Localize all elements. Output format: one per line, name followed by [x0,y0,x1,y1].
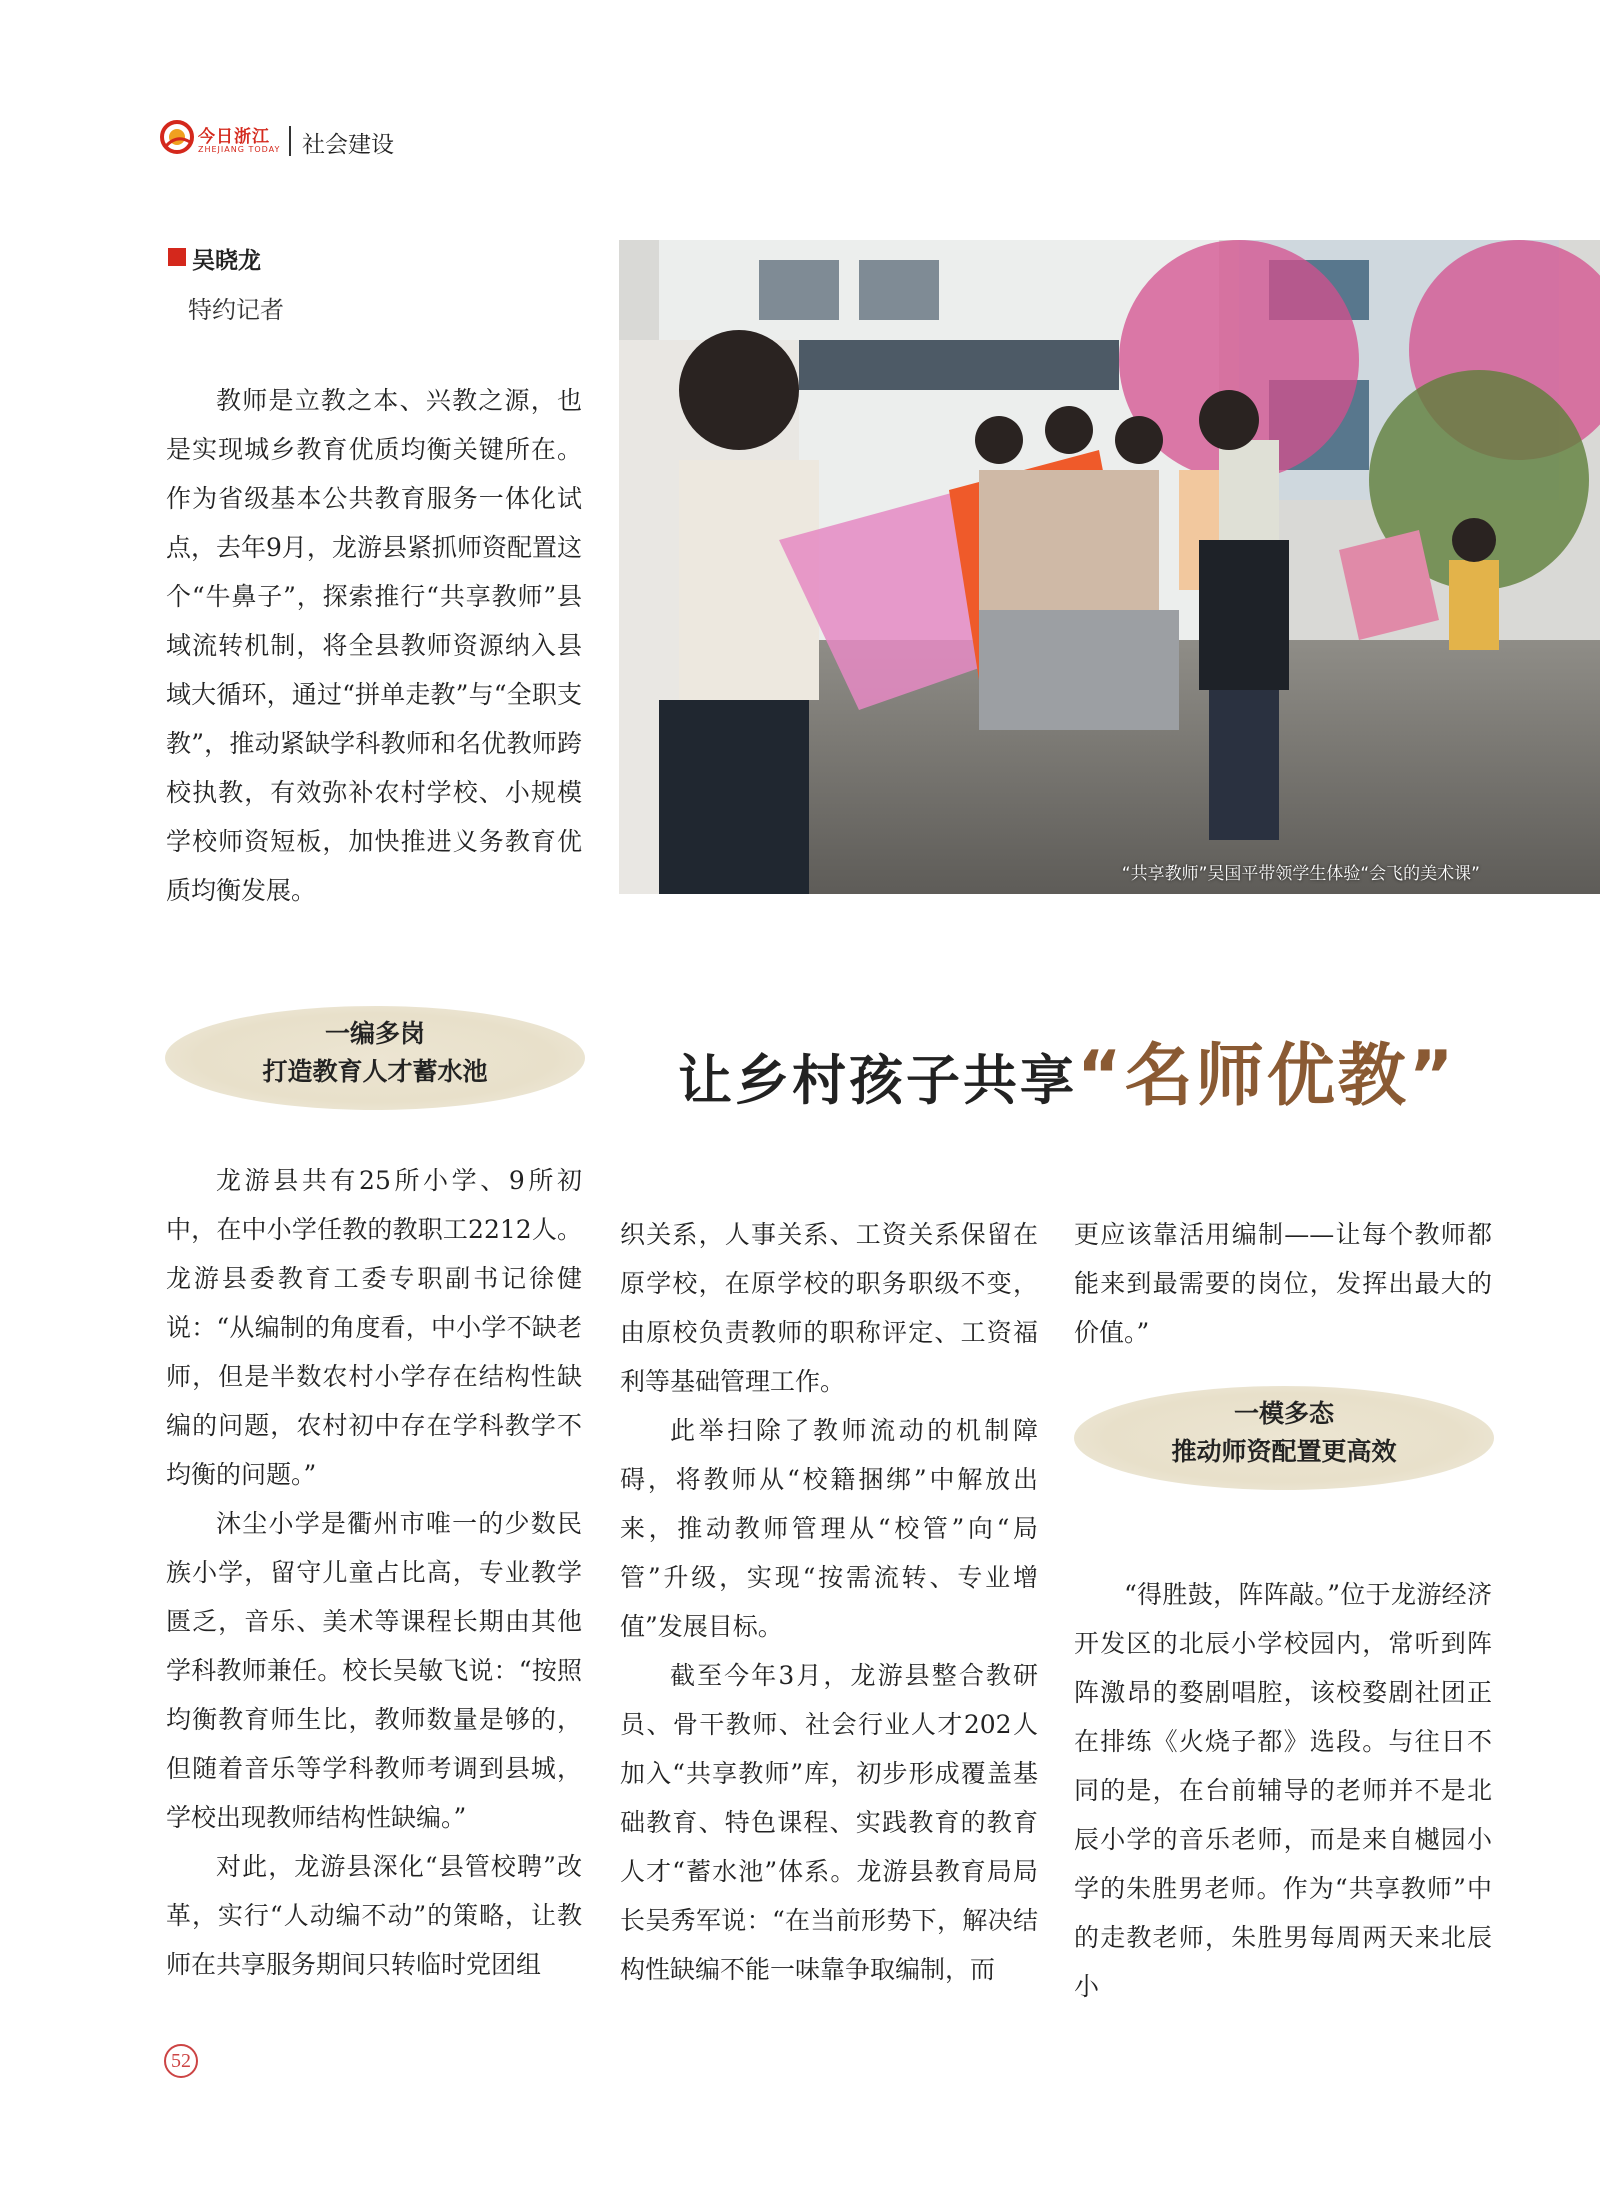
subhead-1-line1: 一编多岗 [324,1019,425,1048]
col2-paragraph-3: 截至今年3月，龙游县整合教研员、骨干教师、社会行业人才202人加入“共享教师”库，初步形成覆盖基础教育、特色课程、实践教育的教育人才“蓄水池”体系。龙游县教育局局长吴秀军说：“在当前形势下，解决结构性缺编不能一味靠争取编制，而 [620,1661,1038,1984]
col1-paragraph-2: 沐尘小学是衢州市唯一的少数民族小学，留守儿童占比高，专业教学匮乏，音乐、美术等课程长期由其他学科教师兼任。校长吴敏飞说：“按照均衡教育师生比，教师数量是够的，但随着音乐等学科教师考调到县城，学校出现教师结构性缺编。” [166,1509,582,1832]
column-2 [620,1210,1038,1994]
subhead-one-bian-duo-gang [165,1006,585,1110]
subhead-2-line2: 推动师资配置更高效 [1171,1437,1397,1466]
page-number: 52 [164,2044,198,2078]
subhead-one-mo-duo-tai [1074,1386,1494,1490]
author-role: 特约记者 [188,296,284,324]
column-3-top [1074,1210,1492,1357]
zhejiang-today-logo-icon [160,120,194,154]
header-divider [289,126,291,156]
subhead-2-line1: 一模多态 [1233,1399,1334,1428]
author-marker-icon [168,248,186,266]
title-emphasis: “名师优教” [1077,1037,1457,1116]
title-main: 让乡村孩子共享 [678,1049,1077,1112]
subhead-1-line2: 打造教育人才蓄水池 [262,1057,488,1086]
intro-paragraph: 教师是立教之本、兴教之源，也是实现城乡教育优质均衡关键所在。作为省级基本公共教育服务一体化试点，去年9月，龙游县紧抓师资配置这个“牛鼻子”，探索推行“共享教师”县域流转机制，将全县教师资源纳入县域大循环，通过“拼单走教”与“全职支教”，推动紧缺学科教师和名优教师跨校执教，有效弥补农村学校、小规模学校师资短板，加快推进义务教育优质均衡发展。 [166,386,582,905]
col2-paragraph-2: 此举扫除了教师流动的机制障碍，将教师从“校籍捆绑”中解放出来，推动教师管理从“校管”向“局管”升级，实现“按需流转、专业增值”发展目标。 [620,1416,1038,1641]
article-title [678,1022,1456,1119]
col3-paragraph-1: 更应该靠活用编制——让每个教师都能来到最需要的岗位，发挥出最大的价值。” [1074,1220,1492,1347]
photo-illustration [619,240,1600,894]
logo-text: 今日浙江 [198,127,270,147]
col1-paragraph-1: 龙游县共有25所小学、9所初中，在中小学任教的教职工2212人。龙游县委教育工委专职副书记徐健说：“从编制的角度看，中小学不缺老师，但是半数农村小学存在结构性缺编的问题，农村初中存在学科教学不均衡的问题。” [166,1166,582,1489]
column-1 [166,1156,582,1989]
col2-paragraph-1: 织关系，人事关系、工资关系保留在原学校，在原学校的职务职级不变，由原校负责教师的职称评定、工资福利等基础管理工作。 [620,1220,1038,1396]
section-title: 社会建设 [302,132,394,158]
author-name: 吴晓龙 [192,248,261,274]
photo-caption: “共享教师”吴国平带领学生体验“会飞的美术课” [1121,864,1480,884]
logo-subtext: ZHEJIANG TODAY [198,145,281,154]
column-3-bottom [1074,1570,1492,2011]
col3-paragraph-2: “得胜鼓，阵阵敲。”位于龙游经济开发区的北辰小学校园内，常听到阵阵激昂的婺剧唱腔，该校婺剧社团正在排练《火烧子都》选段。与往日不同的是，在台前辅导的老师并不是北辰小学的音乐老师，而是来自樾园小学的朱胜男老师。作为“共享教师”中的走教老师，朱胜男每周两天来北辰小 [1074,1580,1492,2001]
col1-paragraph-3: 对此，龙游县深化“县管校聘”改革，实行“人动编不动”的策略，让教师在共享服务期间只转临时党团组 [166,1852,582,1979]
article-photo [619,240,1600,894]
